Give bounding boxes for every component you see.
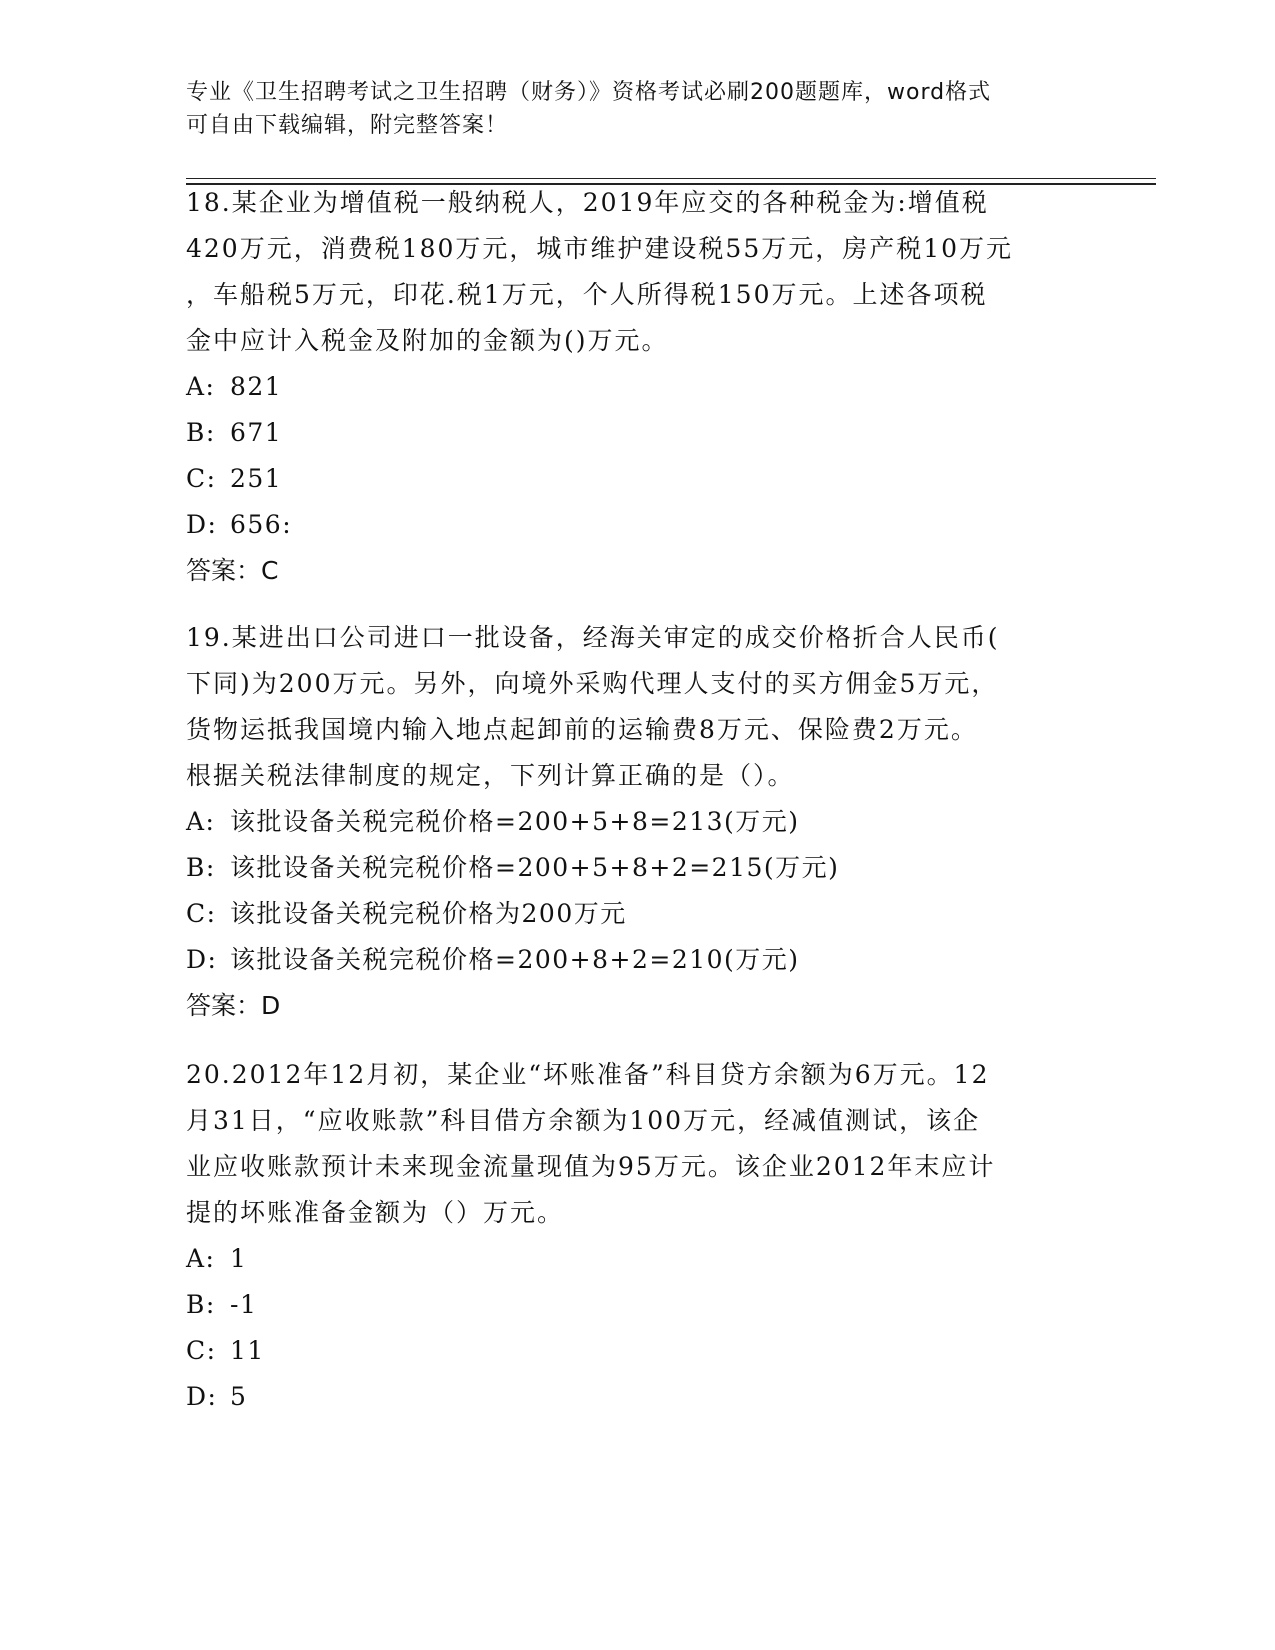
option-letter: A: [186,372,216,401]
option-letter: C: [186,464,217,493]
option-letter: C: [186,899,217,928]
option-text: 该批设备关税完税价格=200+5+8=213(万元) [230,807,800,836]
option-a [186,1236,1086,1282]
option-letter: A: [186,807,216,836]
option-b [186,845,1086,891]
option-letter: D: [186,1382,218,1411]
question-text-line: 420万元，消费税180万元，城市维护建设税55万元，房产税10万元 [186,234,1014,263]
option-d [186,937,1086,983]
option-letter: A: [186,1244,216,1273]
question-text-line: 20.2012年12月初，某企业“坏账准备”科目贷方余额为6万元。12 [186,1060,990,1089]
answer-line: 答案：D [186,991,281,1020]
question-text-line: 根据关税法律制度的规定，下列计算正确的是（）。 [186,761,795,790]
option-text: -1 [230,1290,258,1319]
header-line-2: 可自由下载编辑，附完整答案！ [186,113,509,138]
question-text-line: 金中应计入税金及附加的金额为()万元。 [186,326,669,355]
option-text: 251 [230,464,283,493]
question-text-line: 18.某企业为增值税一般纳税人，2019年应交的各种税金为:增值税 [186,188,989,217]
question-20 [186,1052,1086,1420]
option-letter: B: [186,418,216,447]
question-text-line: 下同)为200万元。另外，向境外采购代理人支付的买方佣金5万元， [186,669,999,698]
question-19 [186,615,1086,1029]
header-divider-thin [186,178,1156,179]
option-a [186,799,1086,845]
option-text: 该批设备关税完税价格为200万元 [230,899,627,928]
option-d [186,502,1086,548]
option-text: 该批设备关税完税价格=200+5+8+2=215(万元) [230,853,840,882]
option-letter: B: [186,853,216,882]
option-c [186,891,1086,937]
option-letter: D: [186,945,218,974]
question-text-line: ，车船税5万元，印花.税1万元，个人所得税150万元。上述各项税 [186,280,988,309]
option-d [186,1374,1086,1420]
question-text-line: 货物运抵我国境内输入地点起卸前的运输费8万元、保险费2万元。 [186,715,978,744]
option-letter: C: [186,1336,217,1365]
option-text: 821 [230,372,283,401]
question-text-line: 19.某进出口公司进口一批设备，经海关审定的成交价格折合人民币( [186,623,1000,652]
option-b [186,1282,1086,1328]
option-text: 11 [230,1336,265,1365]
option-letter: B: [186,1290,216,1319]
header-line-1: 专业《卫生招聘考试之卫生招聘（财务）》资格考试必刷200题题库，word格式 [186,80,992,105]
question-text-line: 业应收账款预计未来现金流量现值为95万元。该企业2012年末应计 [186,1152,996,1181]
option-text: 1 [230,1244,248,1273]
option-text: 5 [230,1382,248,1411]
option-text: 该批设备关税完税价格=200+8+2=210(万元) [230,945,800,974]
option-a [186,364,1086,410]
question-text-line: 提的坏账准备金额为（）万元。 [186,1198,565,1227]
option-c [186,456,1086,502]
option-text: 656: [230,510,293,539]
option-text: 671 [230,418,283,447]
question-18 [186,180,1086,594]
question-text-line: 月31日，“应收账款”科目借方余额为100万元，经减值测试，该企 [186,1106,981,1135]
document-header [186,76,1086,142]
option-c [186,1328,1086,1374]
option-letter: D: [186,510,218,539]
option-b [186,410,1086,456]
answer-line: 答案：C [186,556,279,585]
